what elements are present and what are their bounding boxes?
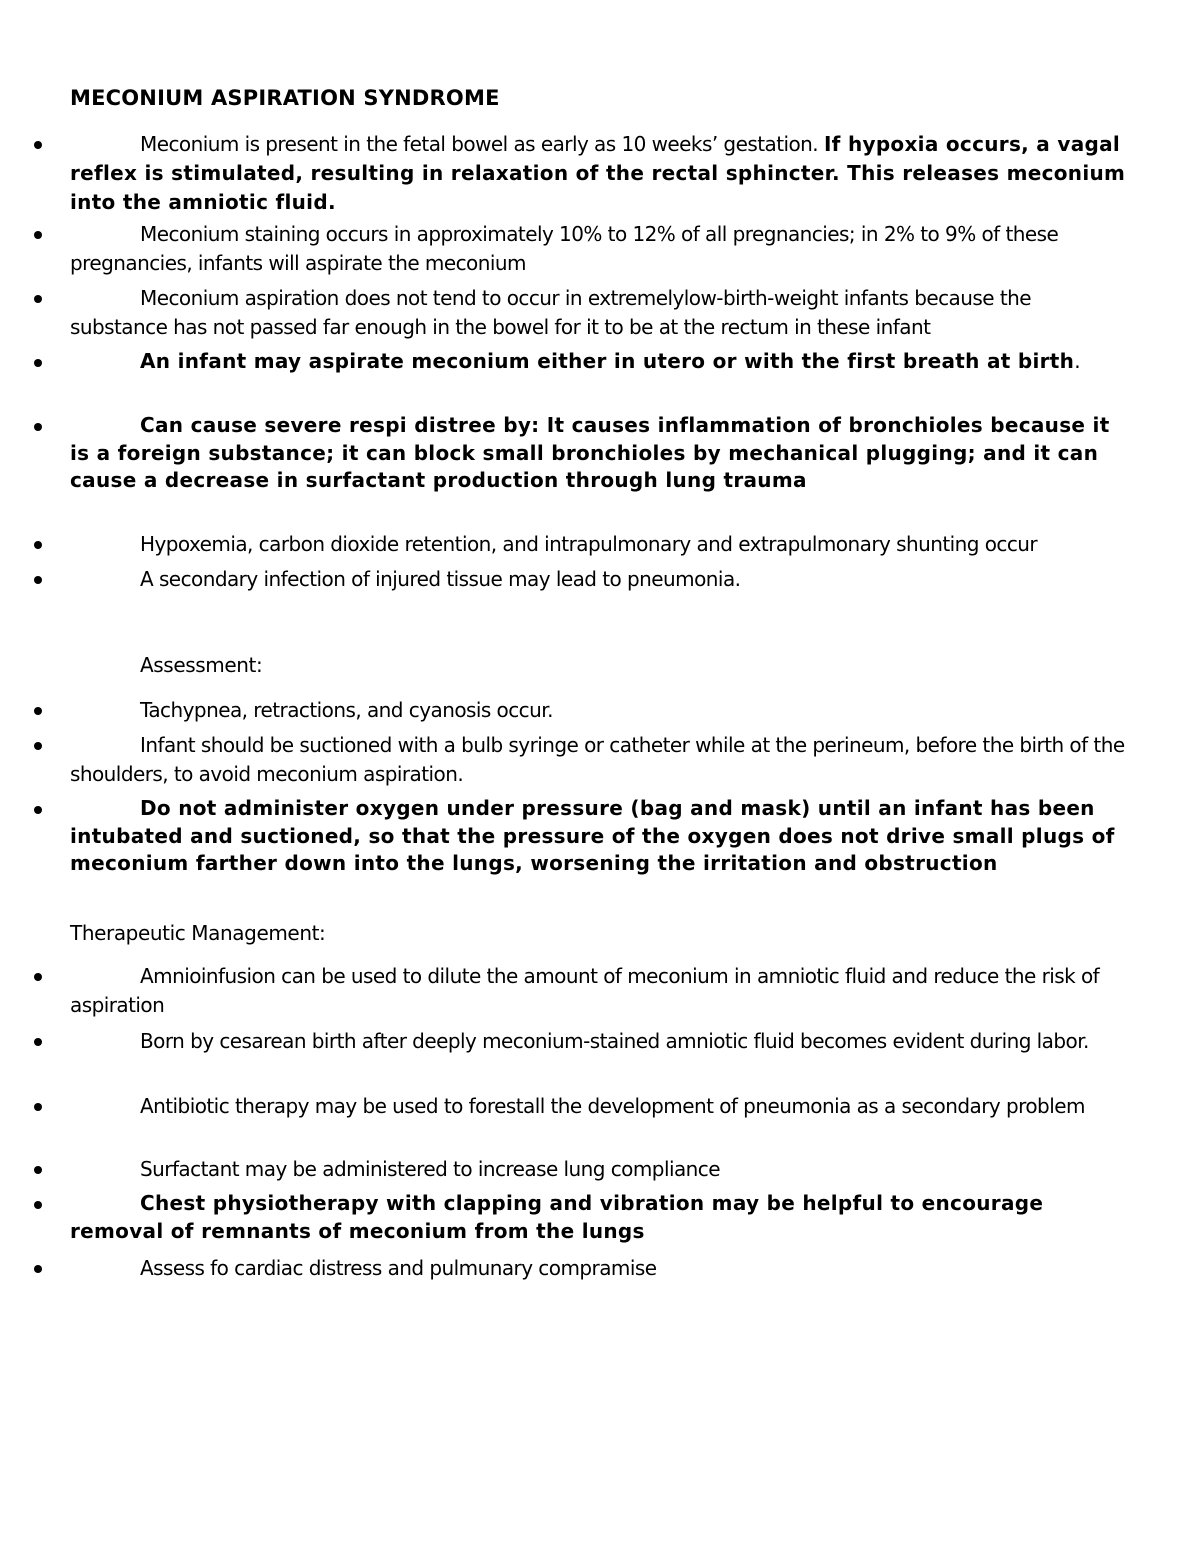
item-text-bold: Can cause severe respi distree by: It causes inflammation of bronchioles because it is a foreign substance; it can block small bronchioles by mechanical plugging; and it can cause a decrease in surfactant production through lung trauma	[70, 413, 1110, 492]
list-item	[34, 220, 1129, 278]
item-text: Assess fo cardiac distress and pulmunary compramise	[140, 1256, 657, 1280]
bullet-icon	[34, 423, 42, 431]
list-item	[34, 1092, 1129, 1121]
item-text-bold: An infant may aspirate meconium either in utero or with the first breath at birth	[140, 349, 1075, 373]
item-text-bold: Chest physiotherapy with clapping and vibration may be helpful to encourage removal of remnants of meconium from the lungs	[70, 1191, 1044, 1243]
list-item	[34, 696, 1129, 725]
item-text: Born by cesarean birth after deeply meconium-stained amniotic fluid becomes evident during labor.	[140, 1029, 1089, 1053]
item-text: A secondary infection of injured tissue may lead to pneumonia.	[140, 567, 741, 591]
item-text: Surfactant may be administered to increase lung compliance	[140, 1157, 720, 1181]
list-item	[34, 565, 1129, 594]
document-title: MECONIUM ASPIRATION SYNDROME	[70, 86, 500, 110]
item-text: Tachypnea, retractions, and cyanosis occur.	[140, 698, 553, 722]
bullet-icon	[34, 1166, 42, 1174]
bullet-icon	[34, 707, 42, 715]
list-item	[34, 1190, 1129, 1245]
assessment-heading: Assessment:	[140, 653, 263, 677]
bullet-icon	[34, 1201, 42, 1209]
bullet-icon	[34, 141, 42, 149]
item-text: Infant should be suctioned with a bulb syringe or catheter while at the perineum, before the birth of the shoulders, to avoid meconium aspiration.	[70, 733, 1125, 786]
item-text: .	[1074, 349, 1081, 373]
list-item	[34, 1155, 1129, 1184]
bullet-icon	[34, 1038, 42, 1046]
list-item	[34, 284, 1129, 342]
bullet-icon	[34, 231, 42, 239]
list-item	[34, 731, 1129, 789]
list-item	[34, 412, 1129, 495]
item-text: Hypoxemia, carbon dioxide retention, and intrapulmonary and extrapulmonary shunting occur	[140, 532, 1038, 556]
bullet-icon	[34, 1103, 42, 1111]
bullet-icon	[34, 806, 42, 814]
bullet-icon	[34, 541, 42, 549]
list-item	[34, 530, 1129, 559]
item-text-bold: Do not administer oxygen under pressure (bag and mask) until an infant has been intubated and suctioned, so that the pressure of the oxygen does not drive small plugs of meconium farther down into the lungs, worsening the irritation and obstruction	[70, 796, 1115, 875]
bullet-icon	[34, 576, 42, 584]
bullet-icon	[34, 973, 42, 981]
list-item	[34, 130, 1129, 217]
bullet-icon	[34, 359, 42, 367]
list-item	[34, 1254, 1129, 1283]
therapeutic-heading: Therapeutic Management:	[70, 921, 326, 945]
item-text: Meconium is present in the fetal bowel as early as 10 weeks’ gestation.	[140, 132, 824, 156]
bullet-icon	[34, 1265, 42, 1273]
item-text: Meconium aspiration does not tend to occur in extremelylow-birth-weight infants because the substance has not passed far enough in the bowel for it to be at the rectum in these infant	[70, 286, 1031, 339]
list-item	[34, 1027, 1129, 1056]
bullet-icon	[34, 742, 42, 750]
list-item	[34, 795, 1129, 878]
list-item	[34, 348, 1129, 376]
bullet-icon	[34, 295, 42, 303]
list-item	[34, 962, 1129, 1020]
item-text: Antibiotic therapy may be used to forestall the development of pneumonia as a secondary problem	[140, 1094, 1085, 1118]
item-text: Meconium staining occurs in approximately 10% to 12% of all pregnancies; in 2% to 9% of these pregnancies, infants will aspirate the meconium	[70, 222, 1059, 275]
item-text-bold: If hypoxia occurs, a vagal reflex is stimulated, resulting in relaxation of the rectal sphincter. This releases meconium into the amniotic fluid.	[70, 132, 1126, 214]
item-text: Amnioinfusion can be used to dilute the amount of meconium in amniotic fluid and reduce the risk of aspiration	[70, 964, 1100, 1017]
